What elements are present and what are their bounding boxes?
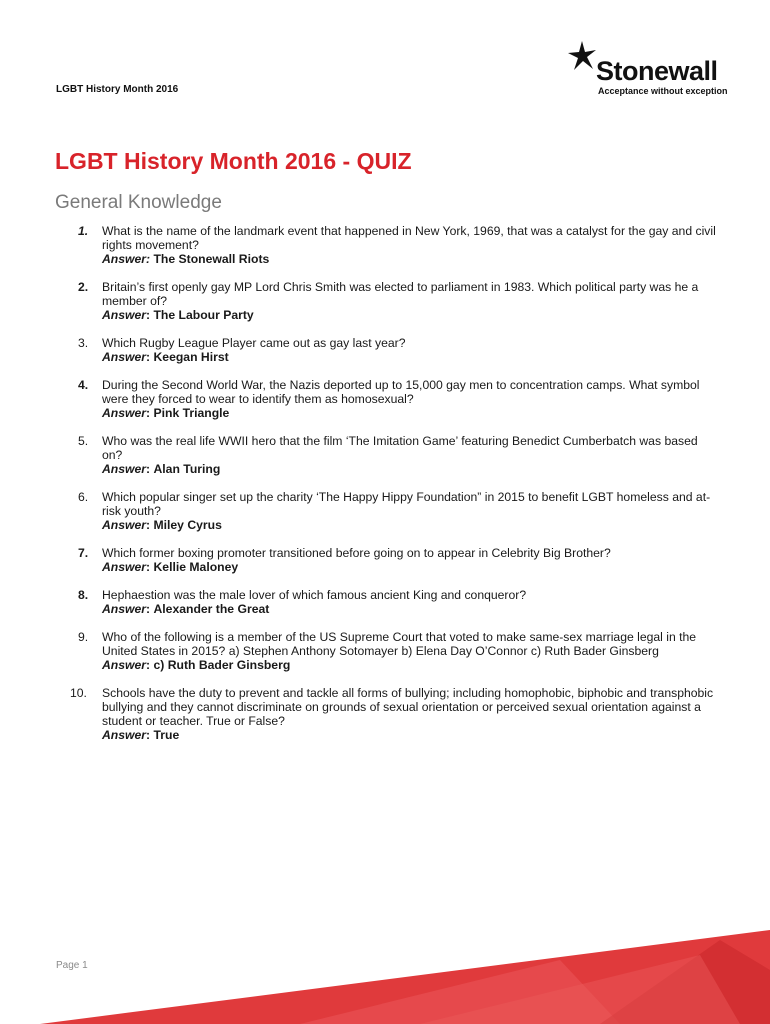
answer-line: [102, 658, 716, 672]
answer-label: Answer: [102, 406, 147, 420]
question-number: 3.: [78, 336, 89, 350]
answer-value: c) Ruth Bader Ginsberg: [153, 658, 291, 672]
answer-label: Answer: [102, 462, 147, 476]
answer-value: Keegan Hirst: [153, 350, 229, 364]
question-number: 8.: [78, 588, 89, 602]
answer-value: Miley Cyrus: [153, 518, 222, 532]
answer-colon: :: [146, 406, 151, 420]
answer-label: Answer: [102, 602, 147, 616]
section-subtitle: General Knowledge: [55, 192, 222, 213]
question-number: 1.: [78, 224, 89, 238]
page-title: LGBT History Month 2016 - QUIZ: [55, 148, 412, 174]
answer-line: [102, 406, 716, 420]
question-number: 4.: [78, 378, 89, 392]
answer-label: Answer: [102, 308, 147, 322]
answer-label: Answer: [102, 658, 147, 672]
question-number: 10.: [70, 686, 87, 700]
question-text: Hephaestion was the male lover of which famous ancient King and conqueror?: [102, 588, 527, 602]
answer-colon: :: [146, 252, 151, 266]
question-item: [56, 336, 716, 364]
question-text: Who was the real life WWII hero that the film ‘The Imitation Game’ featuring Benedict Cumberbatch was based on?: [102, 434, 698, 462]
question-item: [56, 630, 716, 672]
question-text: Which popular singer set up the charity ‘The Happy Hippy Foundation” in 2015 to benefit LGBT homeless and at-risk youth?: [102, 490, 711, 518]
question-item: [56, 546, 716, 574]
header-label: LGBT History Month 2016: [56, 84, 179, 95]
question-item: [56, 280, 716, 322]
question-item: [56, 434, 716, 476]
footer-decoration: [0, 900, 770, 1024]
answer-value: Alan Turing: [153, 462, 221, 476]
question-text: Which former boxing promoter transitioned before going on to appear in Celebrity Big Brother?: [102, 546, 611, 560]
answer-line: [102, 560, 716, 574]
answer-line: [102, 518, 716, 532]
question-item: [56, 490, 716, 532]
answer-colon: :: [146, 560, 151, 574]
answer-label: Answer: [102, 518, 147, 532]
answer-colon: :: [146, 602, 151, 616]
question-item: [56, 686, 716, 742]
question-item: [56, 224, 716, 266]
question-text: During the Second World War, the Nazis deported up to 15,000 gay men to concentration camps. What symbol were they forced to wear to identify them as homosexual?: [102, 378, 700, 406]
question-text: Britain’s first openly gay MP Lord Chris Smith was elected to parliament in 1983. Which political party was he a member of?: [102, 280, 699, 308]
answer-label: Answer: [102, 252, 147, 266]
answer-value: True: [153, 728, 180, 742]
question-item: [56, 588, 716, 616]
answer-value: The Stonewall Riots: [153, 252, 270, 266]
answer-line: [102, 350, 716, 364]
answer-colon: :: [146, 462, 151, 476]
answer-colon: :: [146, 518, 151, 532]
answer-line: [102, 602, 716, 616]
question-number: 5.: [78, 434, 89, 448]
star-logo-icon: [566, 40, 600, 74]
answer-colon: :: [146, 308, 151, 322]
answer-label: Answer: [102, 560, 147, 574]
question-number: 6.: [78, 490, 89, 504]
answer-line: [102, 728, 716, 742]
answer-value: Pink Triangle: [153, 406, 230, 420]
question-text: Schools have the duty to prevent and tackle all forms of bullying; including homophobic, biphobic and transphobic bullying and they cannot discriminate on grounds of sexual orientation or perceived sexual orientation against a student or teacher. True or False?: [102, 686, 714, 728]
question-item: [56, 378, 716, 420]
question-text: What is the name of the landmark event that happened in New York, 1969, that was a catalyst for the gay and civil rights movement?: [102, 224, 716, 252]
question-text: Which Rugby League Player came out as gay last year?: [102, 336, 406, 350]
page-number: Page 1: [56, 960, 88, 971]
answer-line: [102, 308, 716, 322]
answer-colon: :: [146, 658, 151, 672]
question-text: Who of the following is a member of the US Supreme Court that voted to make same-sex marriage legal in the United States in 2015? a) Stephen Anthony Sotomayer b) Elena Day O’Connor c) Ruth Bader Ginsberg: [102, 630, 697, 658]
logo-tagline: Acceptance without exception: [598, 86, 728, 96]
question-number: 9.: [78, 630, 89, 644]
answer-value: Kellie Maloney: [153, 560, 239, 574]
question-list: [56, 224, 716, 756]
question-number: 2.: [78, 280, 89, 294]
stonewall-logo: [566, 40, 726, 100]
answer-colon: :: [146, 350, 151, 364]
answer-colon: :: [146, 728, 151, 742]
answer-value: Alexander the Great: [153, 602, 270, 616]
question-number: 7.: [78, 546, 89, 560]
logo-name: Stonewall: [596, 56, 718, 86]
answer-value: The Labour Party: [153, 308, 254, 322]
answer-label: Answer: [102, 728, 147, 742]
answer-line: [102, 462, 716, 476]
answer-line: [102, 252, 716, 266]
answer-label: Answer: [102, 350, 147, 364]
